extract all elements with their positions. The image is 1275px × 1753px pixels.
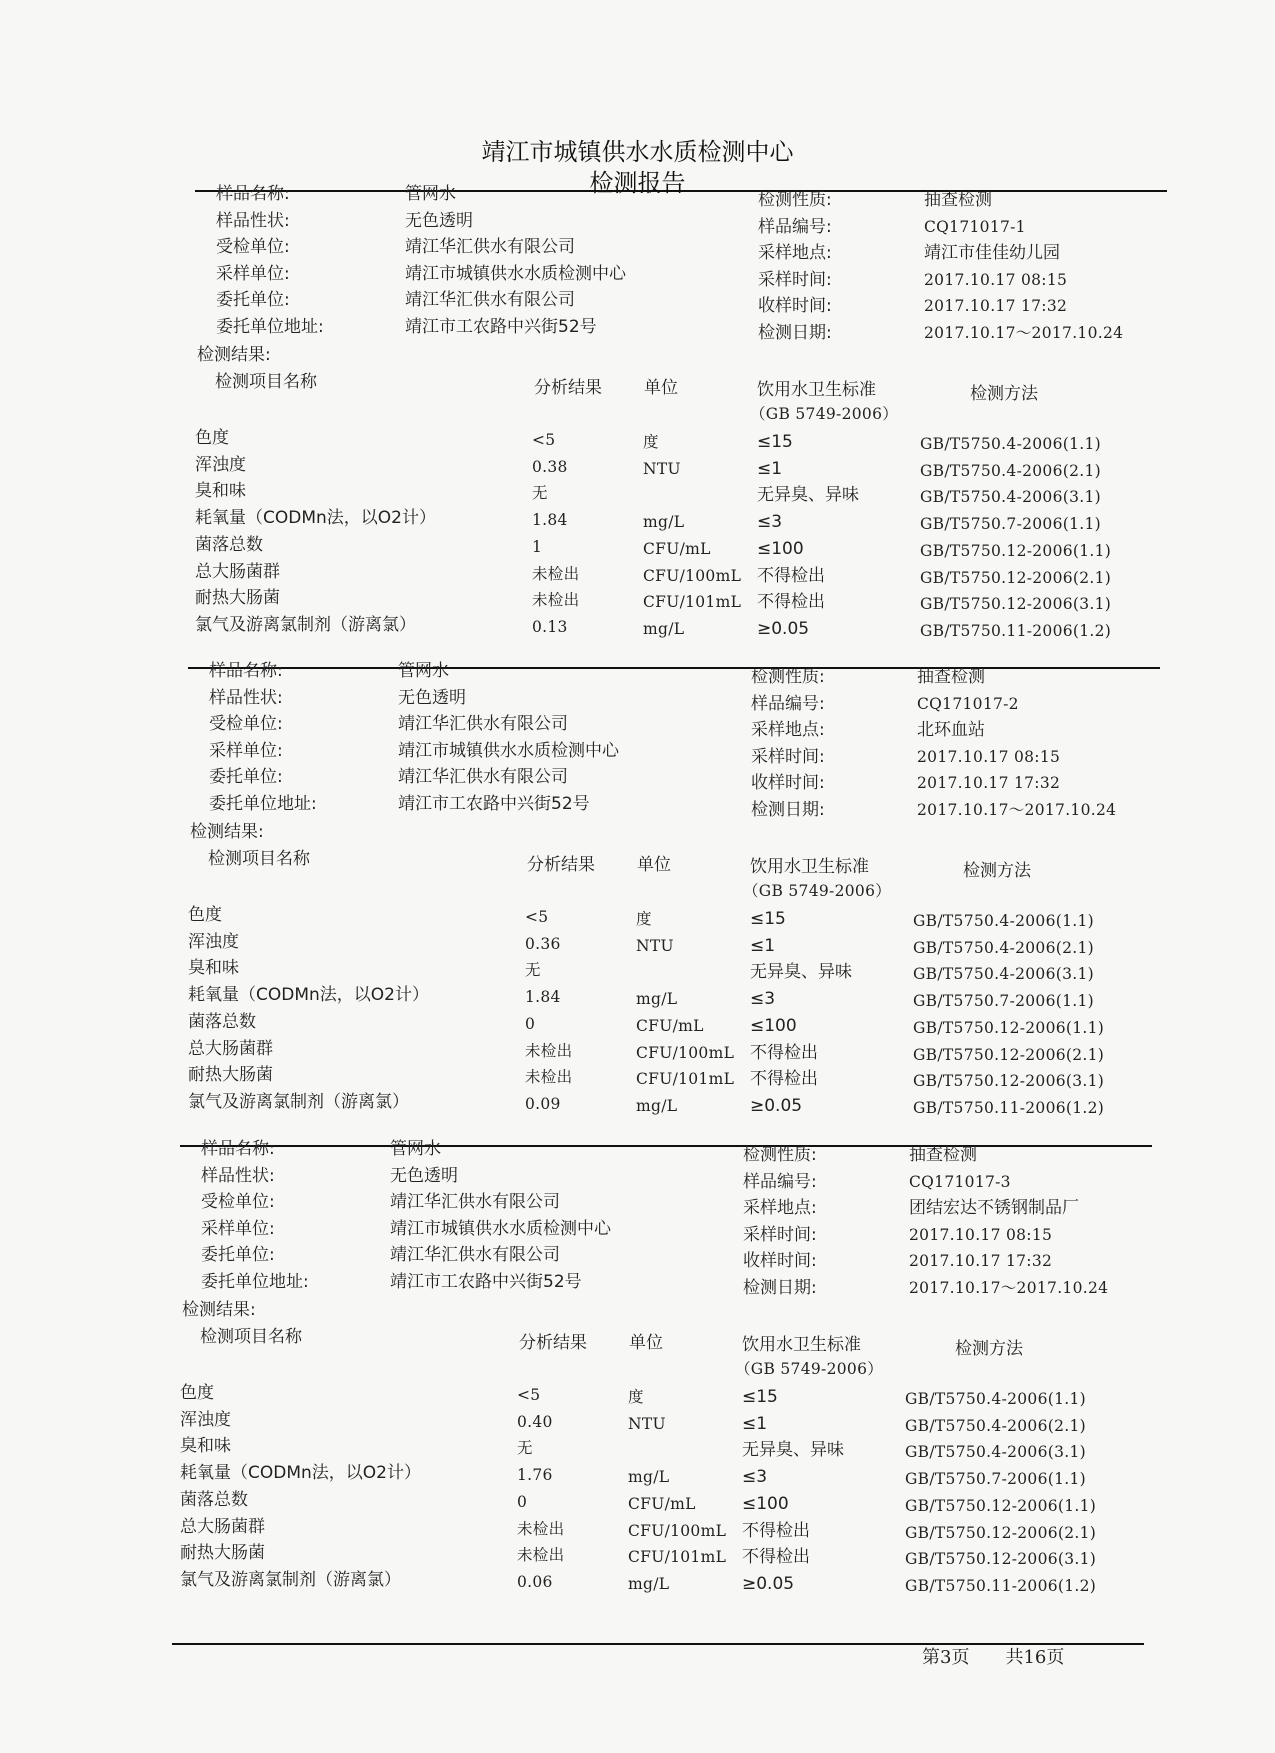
item-standard: ≤15	[742, 1387, 778, 1407]
field-label: 样品名称:	[216, 184, 290, 204]
column-header: 饮用水卫生标准	[742, 1335, 861, 1355]
item-result: 未检出	[532, 564, 580, 583]
item-standard: 无异臭、异味	[750, 962, 852, 983]
item-unit: 度	[636, 910, 652, 928]
field-label: 受检单位:	[216, 237, 290, 257]
item-result: 无	[525, 961, 541, 980]
results-label: 检测结果:	[197, 345, 271, 365]
item-name: 氯气及游离氯制剂（游离氯）	[188, 1091, 409, 1112]
field-label: 样品名称:	[209, 661, 283, 681]
item-method: GB/T5750.12-2006(3.1)	[920, 595, 1112, 614]
item-name: 浑浊度	[180, 1409, 231, 1430]
field-value-sampling-unit: 靖江市城镇供水水质检测中心	[405, 263, 626, 284]
field-value-sample-state: 无色透明	[405, 210, 473, 231]
field-value-nature: 抽查检测	[909, 1145, 977, 1165]
item-result: 无	[532, 484, 548, 503]
field-value-receive-time: 2017.10.17 17:32	[924, 297, 1068, 315]
item-method: GB/T5750.11-2006(1.2)	[920, 621, 1112, 640]
item-result: 未检出	[517, 1546, 565, 1565]
item-standard: 不得检出	[742, 1547, 810, 1568]
item-standard: ≤15	[757, 432, 793, 452]
item-method: GB/T5750.4-2006(3.1)	[913, 965, 1094, 984]
field-value-test-date: 2017.10.17～2017.10.24	[917, 800, 1117, 819]
section-divider	[195, 190, 1167, 192]
results-label: 检测结果:	[182, 1300, 256, 1320]
item-name: 总大肠菌群	[188, 1038, 273, 1059]
field-value-client-unit: 靖江华汇供水有限公司	[390, 1245, 560, 1265]
item-method: GB/T5750.12-2006(2.1)	[905, 1523, 1097, 1542]
item-result: 0.13	[532, 617, 568, 636]
field-label: 受检单位:	[209, 714, 283, 734]
column-header: 检测项目名称	[200, 1327, 302, 1347]
item-result: 1.76	[517, 1466, 553, 1485]
item-name: 臭和味	[188, 958, 239, 979]
item-name: 菌落总数	[195, 534, 263, 555]
column-header: 分析结果	[519, 1333, 587, 1353]
item-unit: CFU/101mL	[636, 1070, 735, 1089]
field-label: 样品名称:	[201, 1139, 275, 1159]
field-value-sample-name: 管网水	[405, 184, 456, 204]
item-unit: mg/L	[636, 990, 678, 1009]
field-value-client-unit: 靖江华汇供水有限公司	[398, 767, 568, 787]
item-result: 0.09	[525, 1094, 561, 1113]
item-result: 未检出	[532, 591, 580, 610]
item-standard: ≤100	[750, 1015, 797, 1036]
item-unit: 度	[643, 433, 659, 451]
field-value-inspected-unit: 靖江华汇供水有限公司	[390, 1192, 560, 1212]
field-value-sample-no: CQ171017-1	[924, 217, 1026, 236]
field-value-sample-state: 无色透明	[398, 687, 466, 708]
field-label: 样品性状:	[201, 1165, 275, 1186]
column-header-sub: （GB 5749-2006）	[750, 405, 899, 423]
item-result: <5	[525, 908, 549, 926]
item-standard: ≤15	[750, 909, 786, 929]
item-method: GB/T5750.4-2006(1.1)	[905, 1390, 1086, 1408]
page-footer	[922, 1643, 1100, 1669]
item-standard: ≤3	[757, 512, 783, 533]
item-method: GB/T5750.11-2006(1.2)	[905, 1576, 1097, 1595]
item-result: 0.38	[532, 457, 568, 476]
field-label: 样品编号:	[758, 216, 832, 237]
item-unit: CFU/101mL	[643, 593, 742, 612]
item-name: 菌落总数	[188, 1011, 256, 1032]
item-method: GB/T5750.4-2006(3.1)	[905, 1443, 1086, 1462]
column-header: 单位	[629, 1333, 663, 1353]
sample-section	[0, 659, 1275, 1129]
field-value-nature: 抽查检测	[917, 667, 985, 687]
item-method: GB/T5750.12-2006(1.1)	[913, 1018, 1105, 1037]
item-method: GB/T5750.12-2006(1.1)	[920, 541, 1112, 560]
item-name: 臭和味	[195, 481, 246, 502]
item-unit: CFU/100mL	[628, 1521, 727, 1540]
results-label: 检测结果:	[190, 822, 264, 842]
item-result: 0.36	[525, 934, 561, 953]
section-divider	[180, 1145, 1152, 1147]
field-value-sample-name: 管网水	[390, 1139, 441, 1159]
sample-section	[0, 1137, 1275, 1607]
column-header-sub: （GB 5749-2006）	[735, 1360, 884, 1378]
field-value-client-unit: 靖江华汇供水有限公司	[405, 290, 575, 310]
report-title: 检测报告	[589, 169, 686, 197]
item-name: 耐热大肠菌	[195, 588, 280, 609]
field-value-inspected-unit: 靖江华汇供水有限公司	[405, 237, 575, 257]
item-method: GB/T5750.4-2006(1.1)	[913, 912, 1094, 930]
field-value-inspected-unit: 靖江华汇供水有限公司	[398, 714, 568, 734]
item-result: 未检出	[517, 1519, 565, 1538]
field-label: 样品性状:	[216, 210, 290, 231]
field-label: 采样单位:	[216, 263, 290, 284]
field-label: 委托单位地址:	[201, 1271, 309, 1292]
field-value-sample-no: CQ171017-3	[909, 1172, 1011, 1191]
field-label: 采样单位:	[209, 740, 283, 761]
field-label: 采样时间:	[758, 269, 832, 290]
column-header-sub: （GB 5749-2006）	[743, 882, 892, 900]
column-header: 检测项目名称	[215, 372, 317, 392]
item-standard: 不得检出	[750, 1069, 818, 1090]
item-result: 0.40	[517, 1412, 553, 1431]
item-standard: 无异臭、异味	[742, 1440, 844, 1461]
column-header: 分析结果	[527, 855, 595, 875]
item-result: 0.06	[517, 1572, 553, 1591]
item-standard: 不得检出	[742, 1520, 810, 1541]
item-unit: CFU/mL	[636, 1016, 704, 1035]
field-label: 采样时间:	[751, 746, 825, 767]
field-value-client-address: 靖江市工农路中兴街52号	[390, 1271, 582, 1292]
item-name: 总大肠菌群	[195, 561, 280, 582]
field-value-test-date: 2017.10.17～2017.10.24	[924, 323, 1124, 342]
organization-title: 靖江市城镇供水水质检测中心	[481, 138, 794, 166]
item-method: GB/T5750.4-2006(2.1)	[920, 461, 1101, 480]
item-unit: mg/L	[636, 1096, 678, 1115]
item-standard: 不得检出	[757, 565, 825, 586]
item-method: GB/T5750.12-2006(1.1)	[905, 1496, 1097, 1515]
item-method: GB/T5750.4-2006(3.1)	[920, 488, 1101, 507]
field-label: 样品编号:	[743, 1171, 817, 1192]
item-name: 色度	[180, 1383, 214, 1403]
field-label: 委托单位:	[209, 767, 283, 787]
field-label: 收样时间:	[758, 296, 832, 316]
item-method: GB/T5750.4-2006(2.1)	[913, 938, 1094, 957]
sample-section	[0, 182, 1275, 652]
item-unit: CFU/mL	[628, 1494, 696, 1513]
item-method: GB/T5750.12-2006(2.1)	[920, 568, 1112, 587]
item-result: 未检出	[525, 1041, 573, 1060]
field-label: 检测性质:	[743, 1145, 817, 1165]
field-value-sample-state: 无色透明	[390, 1165, 458, 1186]
field-label: 委托单位:	[216, 290, 290, 310]
field-label: 收样时间:	[743, 1251, 817, 1271]
item-unit: CFU/100mL	[643, 566, 742, 585]
field-label: 收样时间:	[751, 773, 825, 793]
item-name: 耐热大肠菌	[180, 1543, 265, 1564]
item-standard: ≤3	[750, 989, 776, 1010]
item-standard: ≤3	[742, 1467, 768, 1488]
item-unit: CFU/100mL	[636, 1043, 735, 1062]
column-header: 检测方法	[970, 384, 1038, 404]
item-name: 耗氧量（CODMn法，以O2计）	[180, 1463, 421, 1484]
item-unit: mg/L	[643, 619, 685, 638]
column-header: 检测项目名称	[208, 849, 310, 869]
item-unit: NTU	[628, 1414, 666, 1433]
field-label: 采样单位:	[201, 1218, 275, 1239]
item-standard: ≤1	[742, 1413, 768, 1434]
item-method: GB/T5750.7-2006(1.1)	[920, 515, 1101, 534]
item-result: 1.84	[525, 988, 561, 1007]
item-standard: ≤100	[742, 1493, 789, 1514]
column-header: 单位	[637, 855, 671, 875]
field-label: 采样地点:	[743, 1198, 817, 1218]
item-name: 色度	[195, 428, 229, 448]
item-name: 总大肠菌群	[180, 1516, 265, 1537]
field-label: 检测性质:	[751, 667, 825, 687]
item-standard: ≥0.05	[750, 1095, 803, 1116]
item-method: GB/T5750.7-2006(1.1)	[905, 1470, 1086, 1489]
item-result: 0	[525, 1014, 536, 1033]
item-name: 浑浊度	[195, 454, 246, 475]
item-result: 0	[517, 1492, 528, 1511]
item-name: 耐热大肠菌	[188, 1065, 273, 1086]
field-value-sampling-time: 2017.10.17 08:15	[917, 747, 1061, 766]
item-unit: CFU/mL	[643, 539, 711, 558]
item-name: 氯气及游离氯制剂（游离氯）	[180, 1569, 401, 1590]
item-method: GB/T5750.7-2006(1.1)	[913, 992, 1094, 1011]
field-label: 检测日期:	[758, 322, 832, 343]
field-value-sample-name: 管网水	[398, 661, 449, 681]
field-label: 检测日期:	[743, 1277, 817, 1298]
item-standard: 不得检出	[757, 592, 825, 613]
item-name: 菌落总数	[180, 1489, 248, 1510]
item-standard: ≤100	[757, 538, 804, 559]
field-value-test-date: 2017.10.17～2017.10.24	[909, 1278, 1109, 1297]
item-unit: NTU	[643, 459, 681, 478]
field-label: 委托单位地址:	[209, 793, 317, 814]
item-method: GB/T5750.4-2006(2.1)	[905, 1416, 1086, 1435]
field-value-sampling-site: 北环血站	[917, 720, 985, 740]
field-label: 采样地点:	[758, 243, 832, 263]
field-value-sampling-time: 2017.10.17 08:15	[909, 1225, 1053, 1244]
field-label: 检测性质:	[758, 190, 832, 210]
column-header: 单位	[644, 378, 678, 398]
item-standard: ≤1	[757, 458, 783, 479]
item-name: 色度	[188, 905, 222, 925]
page-number: 第3页	[922, 1647, 970, 1668]
item-unit: mg/L	[628, 1574, 670, 1593]
field-value-nature: 抽查检测	[924, 190, 992, 210]
item-unit: NTU	[636, 936, 674, 955]
field-label: 采样时间:	[743, 1224, 817, 1245]
item-method: GB/T5750.11-2006(1.2)	[913, 1098, 1105, 1117]
item-standard: 不得检出	[750, 1042, 818, 1063]
item-method: GB/T5750.12-2006(2.1)	[913, 1045, 1105, 1064]
item-result: 1	[532, 537, 543, 556]
column-header: 饮用水卫生标准	[750, 857, 869, 877]
item-unit: 度	[628, 1388, 644, 1406]
page-total: 共16页	[1005, 1647, 1065, 1668]
field-value-receive-time: 2017.10.17 17:32	[917, 774, 1061, 792]
item-unit: CFU/101mL	[628, 1548, 727, 1567]
field-label: 检测日期:	[751, 799, 825, 820]
item-name: 浑浊度	[188, 931, 239, 952]
field-label: 样品编号:	[751, 693, 825, 714]
field-value-receive-time: 2017.10.17 17:32	[909, 1252, 1053, 1270]
field-value-client-address: 靖江市工农路中兴街52号	[405, 316, 597, 337]
field-value-sample-no: CQ171017-2	[917, 694, 1019, 713]
item-standard: ≥0.05	[757, 618, 810, 639]
column-header: 检测方法	[963, 861, 1031, 881]
item-name: 耗氧量（CODMn法，以O2计）	[195, 508, 436, 529]
item-unit: mg/L	[628, 1468, 670, 1487]
item-method: GB/T5750.12-2006(3.1)	[905, 1550, 1097, 1569]
item-standard: ≤1	[750, 935, 776, 956]
item-result: 1.84	[532, 511, 568, 530]
item-result: <5	[532, 431, 556, 449]
column-header: 检测方法	[955, 1339, 1023, 1359]
section-divider	[188, 667, 1160, 669]
item-method: GB/T5750.12-2006(3.1)	[913, 1072, 1105, 1091]
item-name: 耗氧量（CODMn法，以O2计）	[188, 985, 429, 1006]
item-result: <5	[517, 1386, 541, 1404]
item-standard: ≥0.05	[742, 1573, 795, 1594]
field-label: 采样地点:	[751, 720, 825, 740]
item-unit: mg/L	[643, 513, 685, 532]
field-label: 受检单位:	[201, 1192, 275, 1212]
field-value-sampling-unit: 靖江市城镇供水水质检测中心	[398, 740, 619, 761]
field-value-client-address: 靖江市工农路中兴街52号	[398, 793, 590, 814]
item-name: 臭和味	[180, 1436, 231, 1457]
field-label: 委托单位:	[201, 1245, 275, 1265]
item-result: 无	[517, 1439, 533, 1458]
item-name: 氯气及游离氯制剂（游离氯）	[195, 614, 416, 635]
field-value-sampling-site: 靖江市佳佳幼儿园	[924, 243, 1060, 263]
field-value-sampling-unit: 靖江市城镇供水水质检测中心	[390, 1218, 611, 1239]
item-result: 未检出	[525, 1068, 573, 1087]
column-header: 分析结果	[534, 378, 602, 398]
field-value-sampling-time: 2017.10.17 08:15	[924, 270, 1068, 289]
field-value-sampling-site: 团结宏达不锈钢制品厂	[909, 1198, 1079, 1218]
field-label: 样品性状:	[209, 687, 283, 708]
field-label: 委托单位地址:	[216, 316, 324, 337]
item-method: GB/T5750.4-2006(1.1)	[920, 435, 1101, 453]
column-header: 饮用水卫生标准	[757, 380, 876, 400]
item-standard: 无异臭、异味	[757, 485, 859, 506]
